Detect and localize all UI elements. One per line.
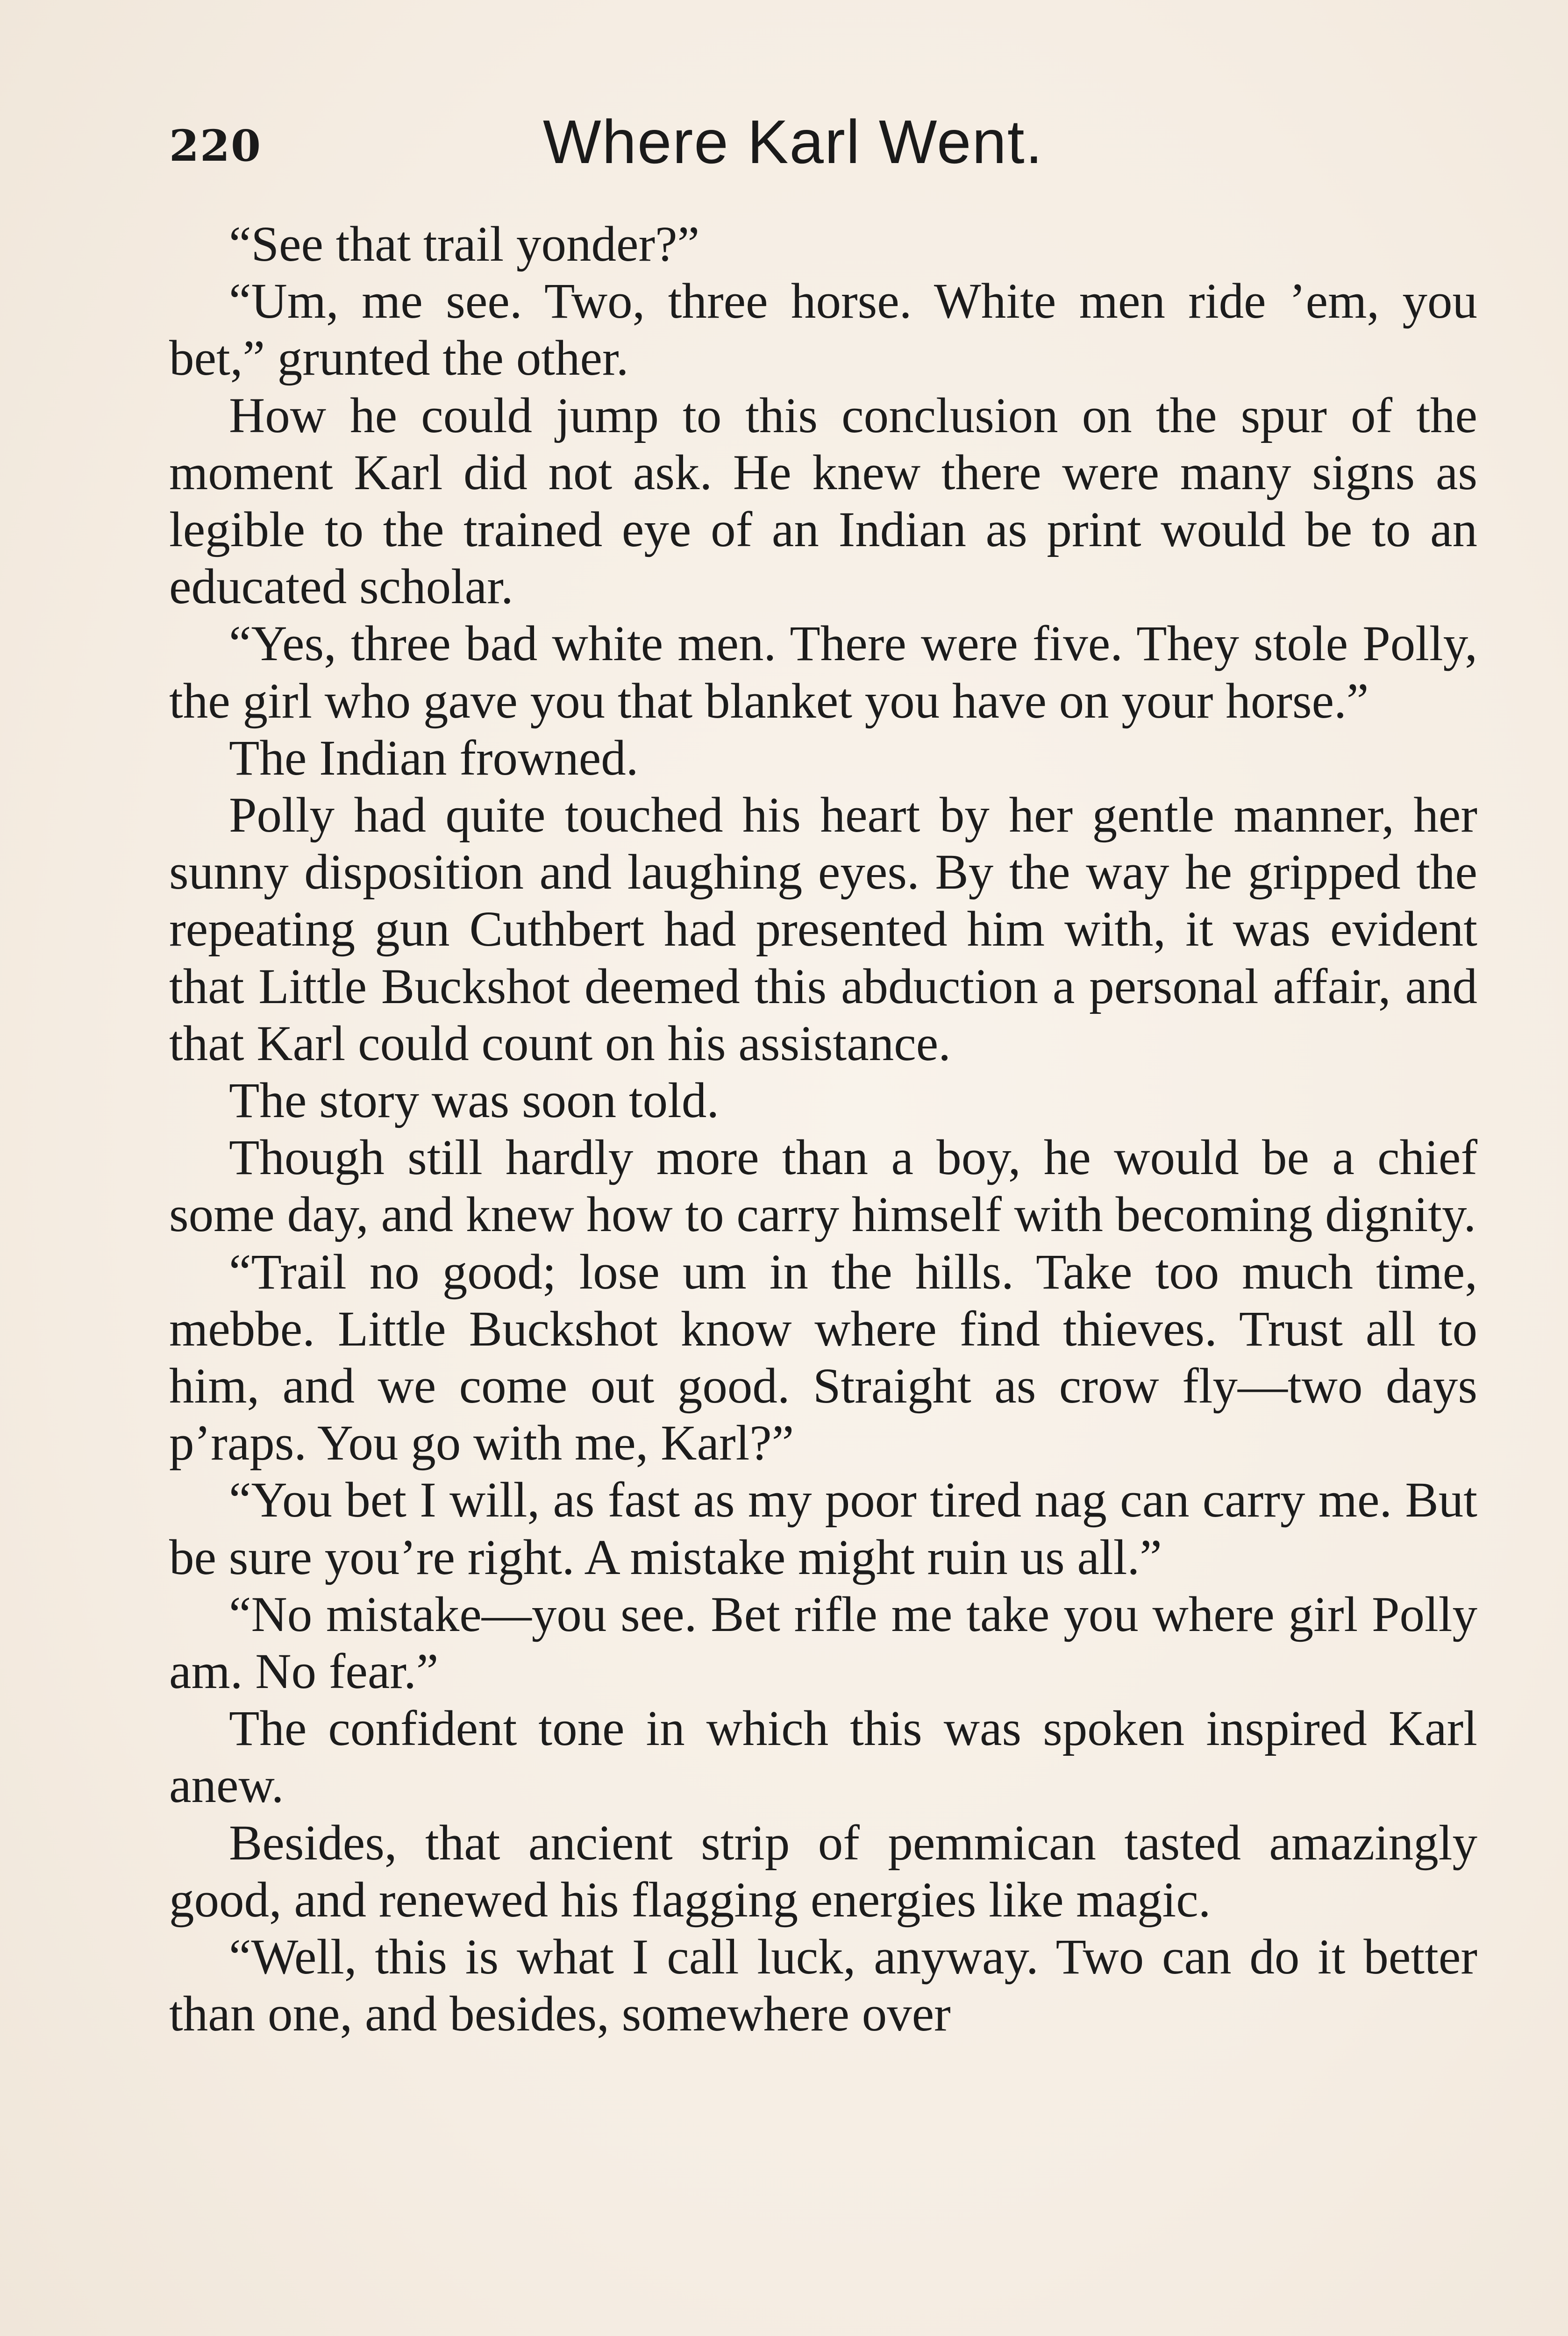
paragraph: “See that trail yonder?”	[229, 217, 700, 272]
paragraph: “Um, me see. Two, three horse. White men ride ’em, you bet,” grunted the other.	[169, 274, 1477, 386]
paragraph: The Indian frowned.	[229, 730, 639, 786]
paragraph: “You bet I will, as fast as my poor tired nag can carry me. But be sure you’re right. A mistake might ruin us all.”	[169, 1473, 1477, 1585]
page-number: 220	[169, 121, 262, 171]
paragraph: How he could jump to this conclusion on the spur of the moment Karl did not ask. He knew there were many signs as legible to the trained eye of an Indian as print would be to an educated scholar.	[169, 388, 1477, 615]
paragraph: Besides, that ancient strip of pemmican tasted amazingly good, and renewed his flagging energies like magic.	[169, 1815, 1477, 1928]
paragraph: “Yes, three bad white men. There were five. They stole Polly, the girl who gave you that blanket you have on your horse.”	[169, 616, 1477, 729]
paragraph: Though still hardly more than a boy, he would be a chief some day, and knew how to carry himself with becoming dignity.	[169, 1130, 1477, 1243]
paragraph: “No mistake—you see. Bet rifle me take you where girl Polly am. No fear.”	[169, 1587, 1477, 1700]
paragraph: The confident tone in which this was spoken inspired Karl anew.	[169, 1701, 1477, 1814]
paragraph: “Trail no good; lose um in the hills. Take too much time, mebbe. Little Buckshot know where find thieves. Trust all to him, and we come out good. Straight as crow fly—two days p’raps. You go with me, Karl?”	[169, 1244, 1477, 1471]
running-title: Where Karl Went.	[543, 107, 1044, 176]
paragraph: The story was soon told.	[229, 1073, 720, 1129]
paragraph: Polly had quite touched his heart by her gentle manner, her sunny disposition and laughing eyes. By the way he gripped the repeating gun Cuthbert had presented him with, it was evident that Little Buckshot deemed this abduction a personal affair, and that Karl could count on his assistance.	[169, 788, 1477, 1071]
paragraph: “Well, this is what I call luck, anyway. Two can do it better than one, and besides, somewhere over	[169, 1930, 1477, 2042]
body-text	[169, 216, 1477, 2043]
running-head	[169, 107, 1477, 186]
